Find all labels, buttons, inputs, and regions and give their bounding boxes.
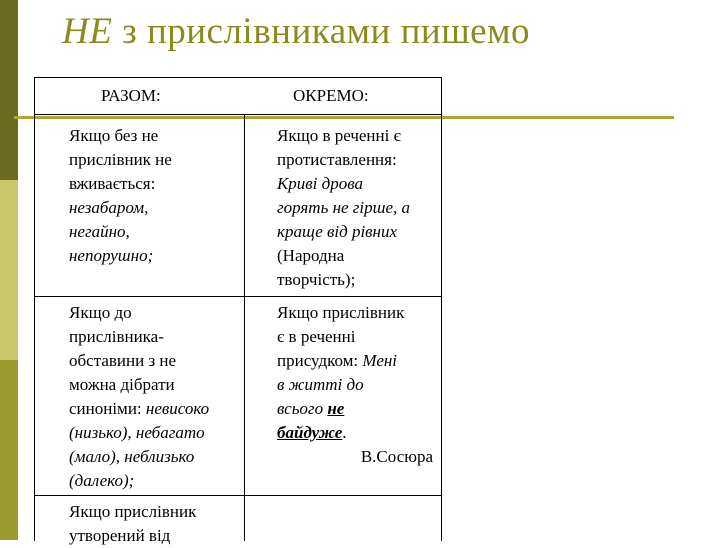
text-run: прислівник не — [69, 150, 172, 169]
text-run: присудком: — [277, 351, 363, 370]
table-divider — [35, 114, 441, 115]
text-run: негайно, — [69, 222, 130, 241]
text-run: Мені — [362, 351, 398, 370]
text-run: є в реченні — [277, 327, 356, 346]
cell-row2-together — [69, 301, 241, 493]
cell-line — [69, 172, 241, 196]
cell-line — [277, 301, 433, 325]
cell-line — [277, 196, 439, 220]
title-rest: з прислівниками пишемо — [112, 11, 531, 52]
cell-line — [277, 124, 439, 148]
text-run: В.Сосюра — [360, 447, 433, 466]
header-separately: ОКРЕМО: — [293, 86, 369, 105]
text-run: всього — [277, 399, 328, 418]
column-divider — [244, 114, 245, 541]
text-run: (Народна — [277, 246, 345, 265]
cell-line — [277, 397, 433, 421]
text-run: утворений від — [69, 526, 171, 545]
cell-line — [69, 500, 241, 524]
cell-row1-together — [69, 124, 241, 268]
text-run: Якщо в реченні є — [277, 126, 401, 145]
cell-line — [69, 301, 241, 325]
text-run: байдуже — [277, 423, 343, 442]
cell-line — [69, 373, 241, 397]
text-run: в житті до — [277, 375, 364, 394]
text-run: (низько), небагато — [69, 423, 205, 442]
cell-line — [277, 244, 439, 268]
cell-line — [277, 445, 433, 469]
cell-line — [69, 421, 241, 445]
text-run: незабаром, — [69, 198, 149, 217]
text-run: не — [327, 399, 345, 418]
cell-line — [69, 469, 241, 493]
cell-line — [277, 268, 439, 292]
cell-line — [69, 349, 241, 373]
header-together: РАЗОМ: — [101, 86, 161, 105]
text-run: Криві дрова — [277, 174, 364, 193]
text-run: Якщо без не — [69, 126, 159, 145]
cell-row3-together — [69, 500, 241, 548]
text-run: невисоко — [145, 399, 210, 418]
cell-line — [69, 196, 241, 220]
cell-line — [69, 397, 241, 421]
cell-line — [277, 148, 439, 172]
text-run: . — [342, 423, 347, 442]
text-run: непорушно; — [69, 246, 154, 265]
text-run: (далеко); — [69, 471, 135, 490]
slide-title — [62, 10, 530, 53]
text-run: Якщо до — [69, 303, 132, 322]
text-run: горять не гірше, а — [277, 198, 411, 217]
text-run: Якщо прислівник — [69, 502, 197, 521]
cell-line — [277, 325, 433, 349]
cell-line — [277, 172, 439, 196]
cell-line — [69, 220, 241, 244]
text-run: творчість); — [277, 270, 356, 289]
text-run: Якщо прислівник — [277, 303, 405, 322]
text-run: протиставлення: — [277, 150, 397, 169]
text-run: синоніми: — [69, 399, 146, 418]
cell-row2-separately — [277, 301, 433, 469]
sidebar-accent-middle — [0, 180, 18, 360]
text-run: краще від рівних — [277, 222, 398, 241]
table-divider — [35, 296, 441, 297]
title-he: НЕ — [62, 11, 113, 52]
table-divider — [35, 495, 441, 496]
text-run: обставини з не — [69, 351, 177, 370]
sidebar-accent-top — [0, 0, 18, 180]
text-run: можна дібрати — [69, 375, 175, 394]
cell-line — [69, 148, 241, 172]
cell-line — [69, 244, 241, 268]
cell-line — [69, 124, 241, 148]
cell-line — [69, 524, 241, 548]
text-run: (мало), неблизько — [69, 447, 195, 466]
cell-line — [277, 349, 433, 373]
sidebar-accent-bottom — [0, 360, 18, 540]
cell-line — [277, 421, 433, 445]
text-run: прислівника- — [69, 327, 164, 346]
cell-line — [69, 445, 241, 469]
cell-line — [277, 373, 433, 397]
rules-table — [34, 77, 442, 545]
cell-row1-separately — [277, 124, 439, 292]
cell-line — [69, 325, 241, 349]
cell-line — [277, 220, 439, 244]
text-run: вживається: — [69, 174, 156, 193]
